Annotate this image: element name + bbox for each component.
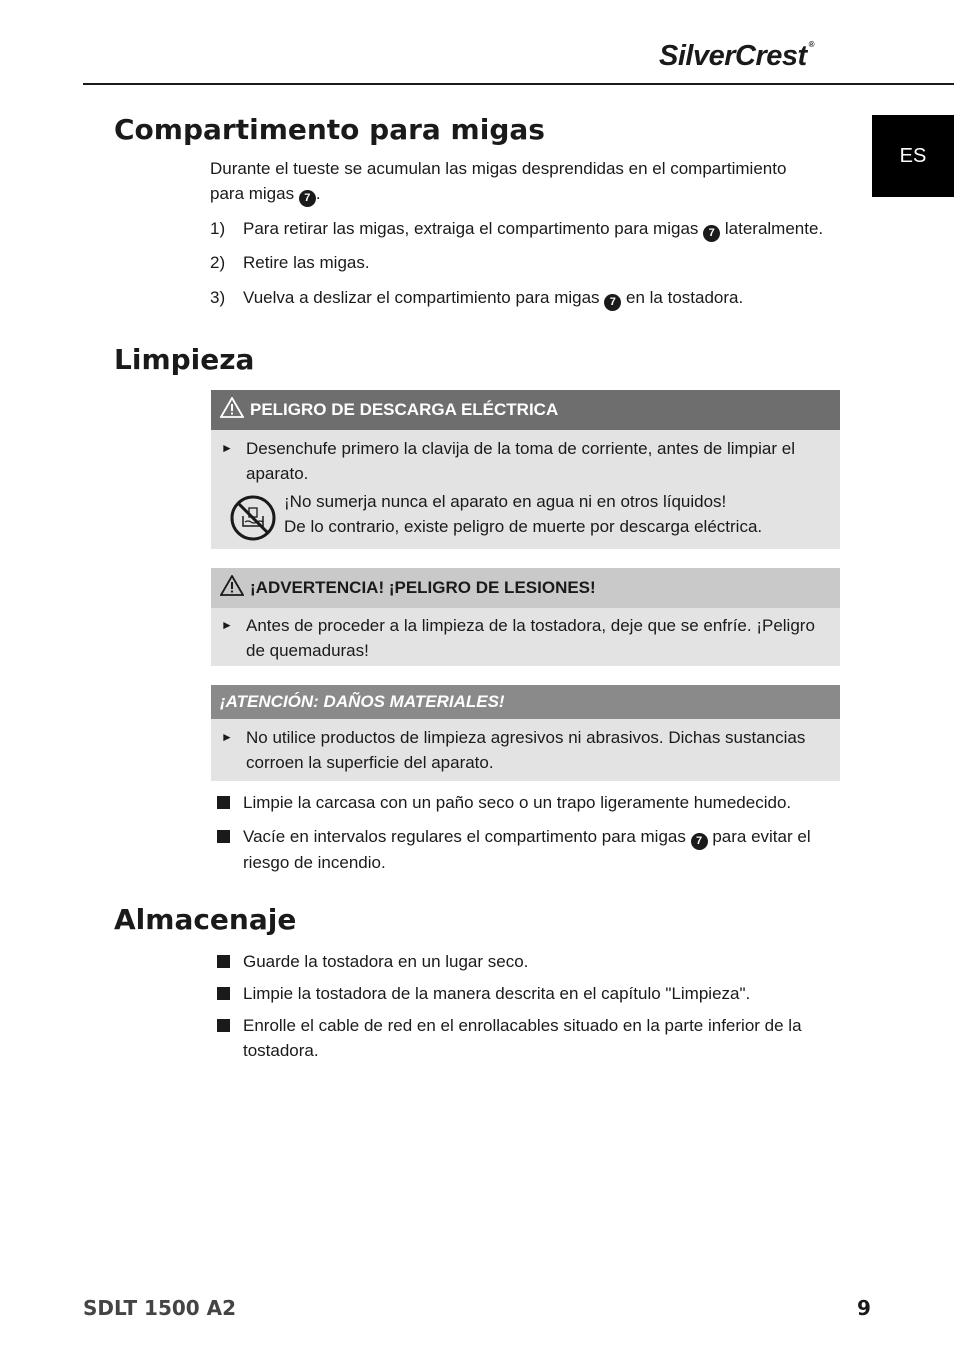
square-bullet-icon (217, 1019, 230, 1032)
arrow-bullet-icon: ► (221, 618, 233, 632)
square-bullet-icon (217, 796, 230, 809)
warning-item: ► Antes de proceder a la limpieza de la tostadora, deje que se enfríe. ¡Peligro de quemaduras! (211, 613, 840, 663)
attention-heading: ¡ATENCIÓN: DAÑOS MATERIALES! (211, 685, 840, 719)
header-rule (83, 83, 954, 85)
ref-number-badge: 7 (299, 190, 316, 207)
section-title-crumbs: Compartimento para migas (114, 113, 545, 146)
page-number: 9 (857, 1296, 871, 1320)
warning-box (211, 568, 840, 666)
ref-number-badge: 7 (604, 294, 621, 311)
warning-heading: ¡ADVERTENCIA! ¡PELIGRO DE LESIONES! (211, 568, 840, 608)
no-immersion-note: ¡No sumerja nunca el aparato en agua ni en otros líquidos! De lo contrario, existe peligro de muerte por descarga eléctrica. (211, 492, 840, 548)
brand-logo: SilverCrest ® (659, 40, 815, 72)
square-bullet-icon (217, 987, 230, 1000)
arrow-bullet-icon: ► (221, 441, 233, 455)
attention-box (211, 685, 840, 781)
footer-model: SDLT 1500 A2 (83, 1296, 237, 1320)
warning-triangle-icon (220, 575, 244, 601)
section-title-storage: Almacenaje (114, 903, 297, 936)
danger-box (211, 390, 840, 549)
ref-number-badge: 7 (691, 833, 708, 850)
square-bullet-icon (217, 955, 230, 968)
warning-triangle-icon (220, 397, 244, 423)
no-water-immersion-icon (229, 494, 277, 547)
danger-heading: PELIGRO DE DESCARGA ELÉCTRICA (211, 390, 840, 430)
section-title-cleaning: Limpieza (114, 343, 255, 376)
language-tab: ES (872, 115, 954, 197)
arrow-bullet-icon: ► (221, 730, 233, 744)
square-bullet-icon (217, 830, 230, 843)
attention-item: ► No utilice productos de limpieza agresivos ni abrasivos. Dichas sustancias corroen la superficie del aparato. (211, 725, 840, 775)
crumbs-intro: Durante el tueste se acumulan las migas desprendidas en el compartimiento para migas 7 . (210, 156, 840, 207)
ref-number-badge: 7 (703, 225, 720, 242)
danger-item: ► Desenchufe primero la clavija de la toma de corriente, antes de limpiar el aparato. (211, 436, 840, 486)
